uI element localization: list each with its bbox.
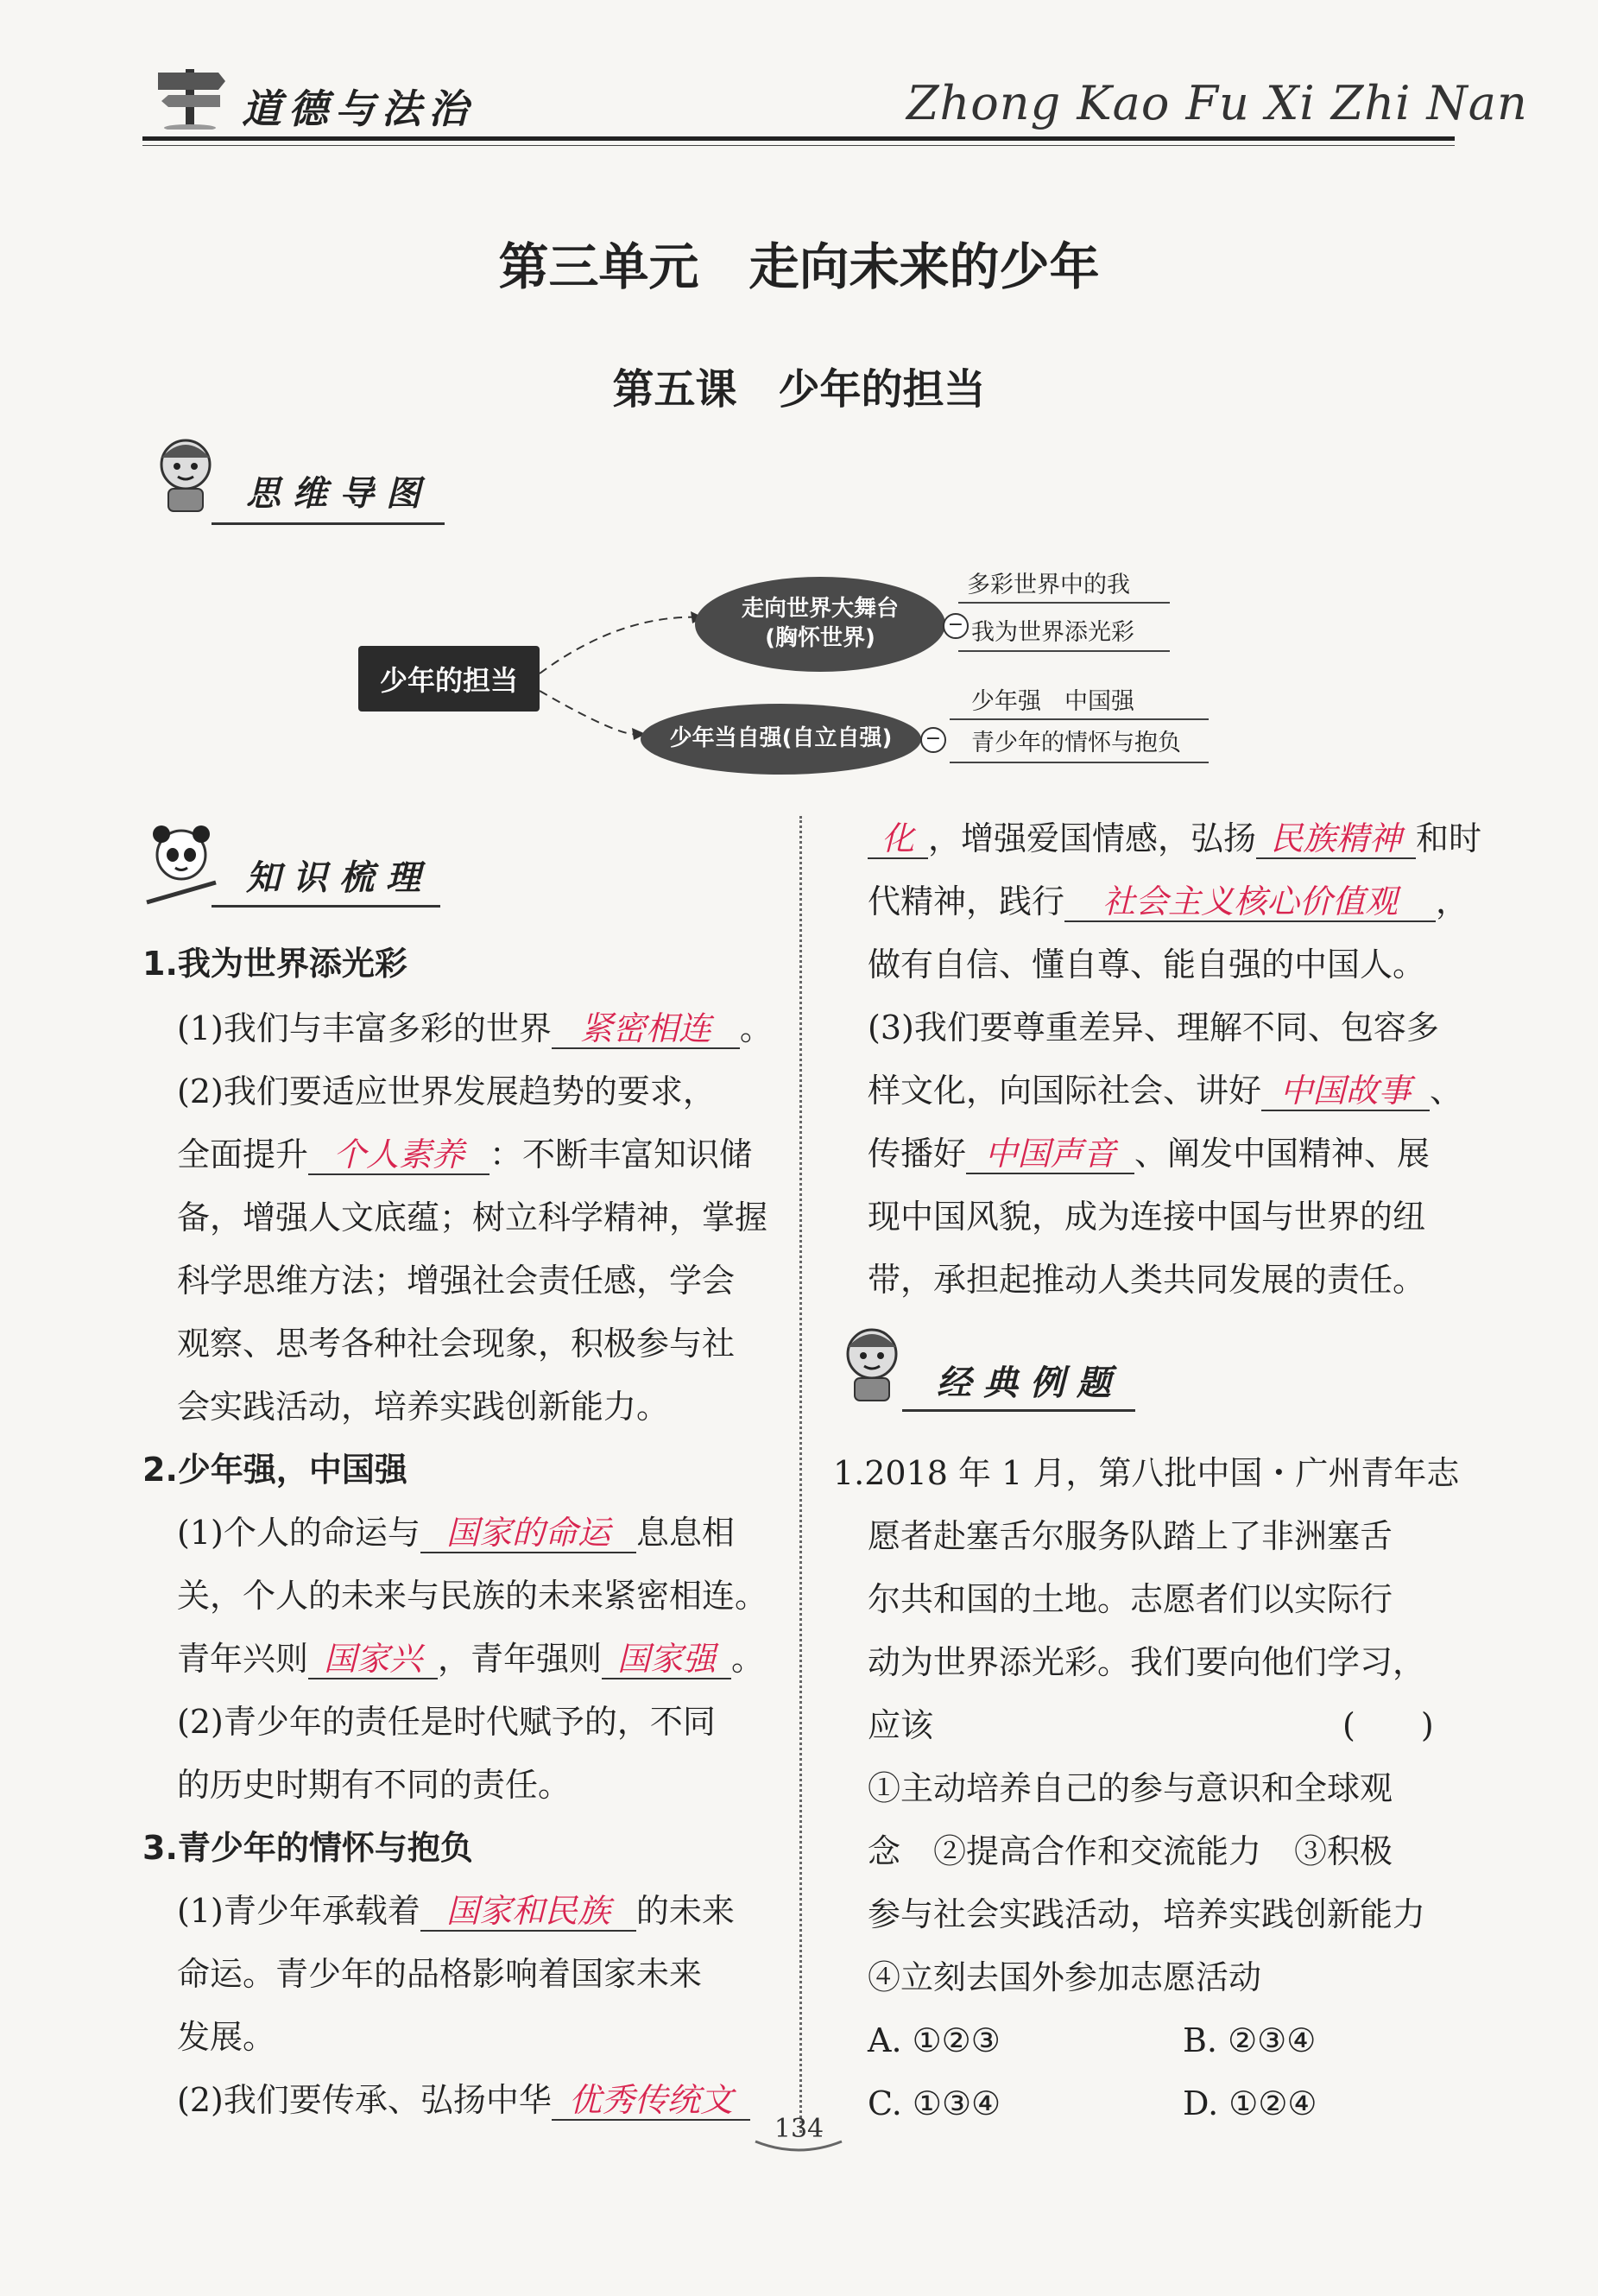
text-line: 科学思维方法；增强社会责任感，学会 xyxy=(177,1262,736,1300)
mascot-icon xyxy=(833,1321,911,1407)
mind-map-branch-2 xyxy=(641,704,921,775)
text-line: 命运。青少年的品格影响着国家未来 xyxy=(177,1955,703,1993)
text-line: (2)我们要适应世界发展趋势的要求， xyxy=(177,1072,716,1110)
text-line: 现中国风貌，成为连接中国与世界的纽 xyxy=(868,1198,1426,1236)
panda-mascot-icon xyxy=(142,820,220,907)
text-line: 备，增强人文底蕴；树立科学精神，掌握 xyxy=(177,1199,768,1237)
text-line: 的历史时期有不同的责任。 xyxy=(177,1766,572,1804)
leaf-line xyxy=(950,718,1209,720)
section-title-examples: 经典例题 xyxy=(937,1363,1123,1403)
text-line: (3)我们要尊重差异、理解不同、包容多 xyxy=(868,1009,1439,1047)
option-statement: ④立刻去国外参加志愿活动 xyxy=(868,1958,1262,1996)
choice-a: A. ①②③ xyxy=(868,2021,1001,2059)
topic-2-title: 2.少年强，中国强 xyxy=(142,1451,407,1489)
mind-map-branch-1 xyxy=(695,577,945,672)
question-line: 1.2018 年 1 月，第八批中国・广州青年志 xyxy=(833,1454,1460,1492)
mind-map-leaf: 多彩世界中的我 xyxy=(967,572,1130,598)
choice-b: B. ②③④ xyxy=(1183,2021,1317,2059)
header-rule xyxy=(142,136,1455,141)
section-title-mind-map: 思维导图 xyxy=(246,473,433,514)
answer-blank: 国家强 xyxy=(602,1640,731,1679)
unit-title: 第三单元 走向未来的少年 xyxy=(498,237,1100,296)
question-line: 应该 xyxy=(868,1706,934,1744)
leaf-line xyxy=(958,602,1170,604)
page-number: 134 xyxy=(774,2114,824,2144)
answer-blank: 国家的命运 xyxy=(420,1514,636,1553)
answer-blank: 社会主义核心价值观 xyxy=(1064,882,1436,922)
answer-blank: 国家和民族 xyxy=(420,1892,636,1932)
answer-blank: 国家兴 xyxy=(308,1640,438,1679)
mind-map-root: 少年的担当 xyxy=(358,646,540,712)
text-line: 发展。 xyxy=(177,2018,276,2056)
answer-blank: 中国故事 xyxy=(1261,1072,1430,1111)
answer-blank: 民族精神 xyxy=(1256,819,1416,859)
text-line: 全面提升 个人素养 ：不断丰富知识储 xyxy=(177,1135,753,1173)
text-line: (2)我们要传承、弘扬中华 优秀传统文 xyxy=(177,2069,750,2132)
section-rule xyxy=(212,522,445,525)
answer-bracket: ( ) xyxy=(1342,1706,1434,1744)
option-statement: 参与社会实践活动，培养实践创新能力 xyxy=(868,1895,1426,1933)
header-pinyin: Zhong Kao Fu Xi Zhi Nan xyxy=(906,76,1528,130)
text-line: 会实践活动，培养实践创新能力。 xyxy=(177,1388,670,1426)
mind-map-leaf: 少年强 中国强 xyxy=(971,688,1134,715)
option-statement: 念 ②提高合作和交流能力 ③积极 xyxy=(868,1832,1393,1870)
text-line: (1)青少年承载着 国家和民族 的未来 xyxy=(177,1892,735,1930)
branch-1-line2: (胸怀世界) xyxy=(765,625,875,651)
section-title-knowledge: 知识梳理 xyxy=(246,857,433,898)
mind-map-leaf: 我为世界添光彩 xyxy=(971,619,1134,646)
section-rule xyxy=(902,1409,1135,1412)
text-line: 化 ，增强爱国情感，弘扬 民族精神 和时 xyxy=(868,807,1481,870)
branch-2-line1: 少年当自强(自立自强) xyxy=(669,725,893,752)
question-line: 愿者赴塞舌尔服务队踏上了非洲塞舌 xyxy=(868,1517,1393,1555)
text-line: 做有自信、懂自尊、能自强的中国人。 xyxy=(868,946,1426,984)
text-line: (1)个人的命运与 国家的命运 息息相 xyxy=(177,1514,735,1552)
branch-1-line1: 走向世界大舞台 xyxy=(741,596,899,623)
header-rule-thin xyxy=(142,145,1455,146)
section-rule xyxy=(212,905,440,908)
topic-3-title: 3.青少年的情怀与抱负 xyxy=(142,1829,473,1867)
choice-d: D. ①②④ xyxy=(1183,2084,1317,2122)
text-line: 观察、思考各种社会现象，积极参与社 xyxy=(177,1325,736,1363)
question-line: 动为世界添光彩。我们要向他们学习， xyxy=(868,1643,1426,1681)
text-line: (2)青少年的责任是时代赋予的，不同 xyxy=(177,1703,716,1741)
page-number-ornament xyxy=(751,2137,846,2154)
answer-blank: 紧密相连 xyxy=(552,1009,740,1049)
signpost-icon xyxy=(151,60,229,130)
leaf-line xyxy=(950,762,1209,763)
header-subject: 道德与法治 xyxy=(242,85,475,132)
text-line: 样文化，向国际社会、讲好 中国故事 、 xyxy=(868,1072,1463,1110)
mind-map-leaf: 青少年的情怀与抱负 xyxy=(971,730,1181,756)
question-line: 尔共和国的土地。志愿者们以实际行 xyxy=(868,1580,1393,1618)
text-line: 传播好 中国声音 、阐发中国精神、展 xyxy=(868,1135,1431,1173)
text-line: 关，个人的未来与民族的未来紧密相连。 xyxy=(177,1577,768,1615)
answer-blank: 优秀传统文 xyxy=(552,2081,750,2121)
text-line: 带，承担起推动人类共同发展的责任。 xyxy=(868,1261,1426,1299)
answer-blank: 化 xyxy=(868,819,928,859)
answer-blank: 个人素养 xyxy=(308,1135,490,1175)
lesson-title: 第五课 少年的担当 xyxy=(612,365,986,414)
text-line: 青年兴则 国家兴 ，青年强则 国家强 。 xyxy=(177,1640,765,1678)
leaf-line xyxy=(958,650,1170,652)
choice-c: C. ①③④ xyxy=(868,2084,1001,2122)
answer-blank: 中国声音 xyxy=(966,1135,1134,1174)
mascot-icon xyxy=(147,432,224,518)
text-line: 代精神，践行 社会主义核心价值观 ， xyxy=(868,882,1469,920)
text-line: (1)我们与丰富多彩的世界 紧密相连 。 xyxy=(177,1009,773,1047)
option-statement: ①主动培养自己的参与意识和全球观 xyxy=(868,1769,1393,1807)
collapse-icon: − xyxy=(920,727,946,753)
collapse-icon: − xyxy=(943,613,969,639)
topic-1-title: 1.我为世界添光彩 xyxy=(142,945,407,983)
column-divider xyxy=(799,816,802,2133)
